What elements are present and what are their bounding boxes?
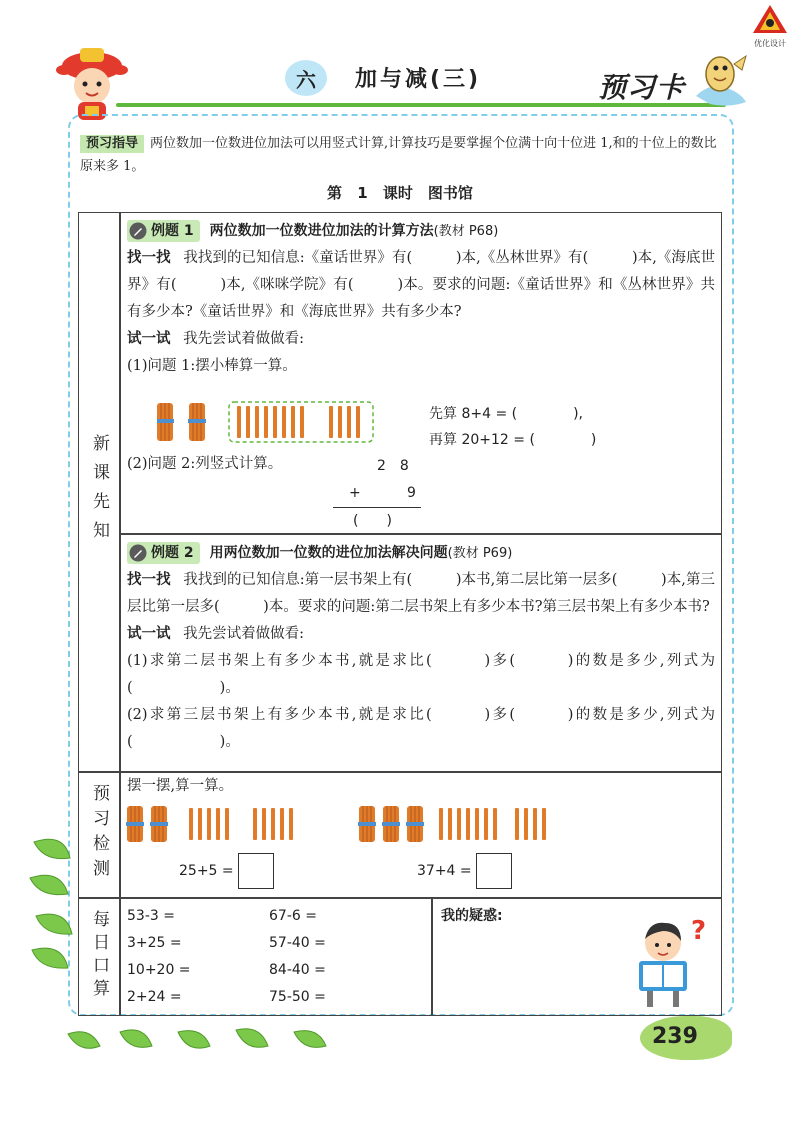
example-1-ref: (教材 P68) xyxy=(433,223,499,239)
card-title: 预习卡 xyxy=(598,71,686,104)
find-label: 找一找 xyxy=(127,572,171,588)
leaf-decoration-bottom xyxy=(60,1024,350,1064)
daily-column-1 xyxy=(127,903,191,1011)
daily-column-2 xyxy=(269,903,326,1011)
section-label-new-text: 新课先知 xyxy=(89,434,109,550)
section-label-daily-text: 每日口算 xyxy=(89,910,109,1002)
column-divider xyxy=(119,213,121,1015)
section-label-check-text: 预习检测 xyxy=(89,784,109,884)
daily-item: 53-3 = xyxy=(127,908,175,924)
example-1-title: 两位数加一位数进位加法的计算方法 xyxy=(209,222,434,239)
check-equation-1 xyxy=(179,853,274,889)
worksheet-table xyxy=(78,212,722,1016)
doubt-label: 我的疑惑: xyxy=(441,908,503,924)
example-2-q2: (2)求第三层书架上有多少本书,就是求比( )多( )的数是多少,列式为( )。 xyxy=(127,707,715,750)
example-1-q2-text: (2)问题 2:列竖式计算。 xyxy=(127,456,283,472)
try-label: 试一试 xyxy=(127,331,171,347)
sticks-illustration-1 xyxy=(157,401,457,443)
vertical-calculation xyxy=(349,453,439,535)
step-2: 再算 20+12 = ( ) xyxy=(429,432,597,448)
vertical-result: ( ) xyxy=(333,507,421,535)
example-2-try-text: 我先尝试着做做看: xyxy=(183,626,304,642)
example-2-find xyxy=(127,567,715,621)
example-1-badge-text: 例题 1 xyxy=(151,222,194,239)
reading-boy-illustration xyxy=(629,913,713,1009)
example-1-steps xyxy=(429,401,596,453)
vertical-top: 2 8 xyxy=(377,458,409,474)
answer-box-2[interactable] xyxy=(476,853,512,889)
daily-item: 3+25 = xyxy=(127,935,182,951)
svg-text:?: ? xyxy=(691,916,707,946)
find-label: 找一找 xyxy=(127,250,171,266)
page-number: 239 xyxy=(652,1024,698,1049)
section-label-new xyxy=(79,213,119,771)
example-2-badge xyxy=(127,542,200,564)
check-instruction xyxy=(127,773,715,800)
example-1-find-text: 我找到的已知信息:《童话世界》有( )本,《丛林世界》有( )本,《海底世界》有( )本,《咪咪学院》有( )本。要求的问题:《童话世界》和《丛林世界》共有多少本?《童话世界》和《海底世界》共有多少本? xyxy=(127,250,716,320)
logo-icon xyxy=(752,4,788,34)
example-1-badge xyxy=(127,220,200,242)
check-eq2-text: 37+4 = xyxy=(417,863,472,879)
guide-text: 两位数加一位数进位加法可以用竖式计算,计算技巧是要掌握个位满十向十位进 1,和的十位上的数比原来多 1。 xyxy=(80,136,717,174)
logo-text: 优化设计 xyxy=(754,39,786,48)
pencil-icon xyxy=(129,222,147,240)
mascot-fish-illustration xyxy=(690,52,750,112)
check-eq1-text: 25+5 = xyxy=(179,863,234,879)
daily-item: 75-50 = xyxy=(269,989,326,1005)
daily-item: 10+20 = xyxy=(127,962,191,978)
example-2-badge-text: 例题 2 xyxy=(151,544,194,561)
example-1-find xyxy=(127,245,715,326)
example-1-try-text: 我先尝试着做做看: xyxy=(183,331,304,347)
example-1-q1: (1)问题 1:摆小棒算一算。 xyxy=(127,358,297,374)
try-label: 试一试 xyxy=(127,626,171,642)
daily-item: 57-40 = xyxy=(269,935,326,951)
example-1-try xyxy=(127,326,715,353)
row-divider-check xyxy=(79,897,721,899)
check-equation-2 xyxy=(417,853,512,889)
daily-item: 2+24 = xyxy=(127,989,182,1005)
daily-item: 67-6 = xyxy=(269,908,317,924)
example-2-q1: (1)求第二层书架上有多少本书,就是求比( )多( )的数是多少,列式为( )。 xyxy=(127,653,715,696)
step-1: 先算 8+4 = ( ), xyxy=(429,406,583,422)
example-2 xyxy=(127,535,715,756)
check-instruction-text: 摆一摆,算一算。 xyxy=(127,778,234,794)
vertical-bottom: 9 xyxy=(407,485,416,501)
pencil-icon xyxy=(129,544,147,562)
sticks-illustration-2 xyxy=(125,805,575,845)
vertical-plus: + xyxy=(349,485,361,501)
guide-tag: 预习指导 xyxy=(80,135,144,153)
unit-title: 加与减(三) xyxy=(355,67,482,92)
lesson-title: 第 1 课时 图书馆 xyxy=(327,184,473,202)
example-2-try xyxy=(127,621,715,648)
example-2-ref: (教材 P69) xyxy=(447,545,513,561)
unit-number: 六 xyxy=(285,60,327,96)
publisher-logo xyxy=(744,4,796,49)
leaf-decoration-left xyxy=(24,832,94,982)
answer-box-1[interactable] xyxy=(238,853,274,889)
preview-guide xyxy=(80,132,720,178)
doubt-divider xyxy=(431,897,433,1015)
example-2-title: 用两位数加一位数的进位加法解决问题 xyxy=(209,544,448,561)
example-1 xyxy=(127,213,715,380)
daily-item: 84-40 = xyxy=(269,962,326,978)
example-2-find-text: 我找到的已知信息:第一层书架上有( )本书,第二层比第一层多( )本,第三层比第一层多( )本。要求的问题:第二层书架上有多少本书?第三层书架上有多少本书? xyxy=(127,572,716,615)
